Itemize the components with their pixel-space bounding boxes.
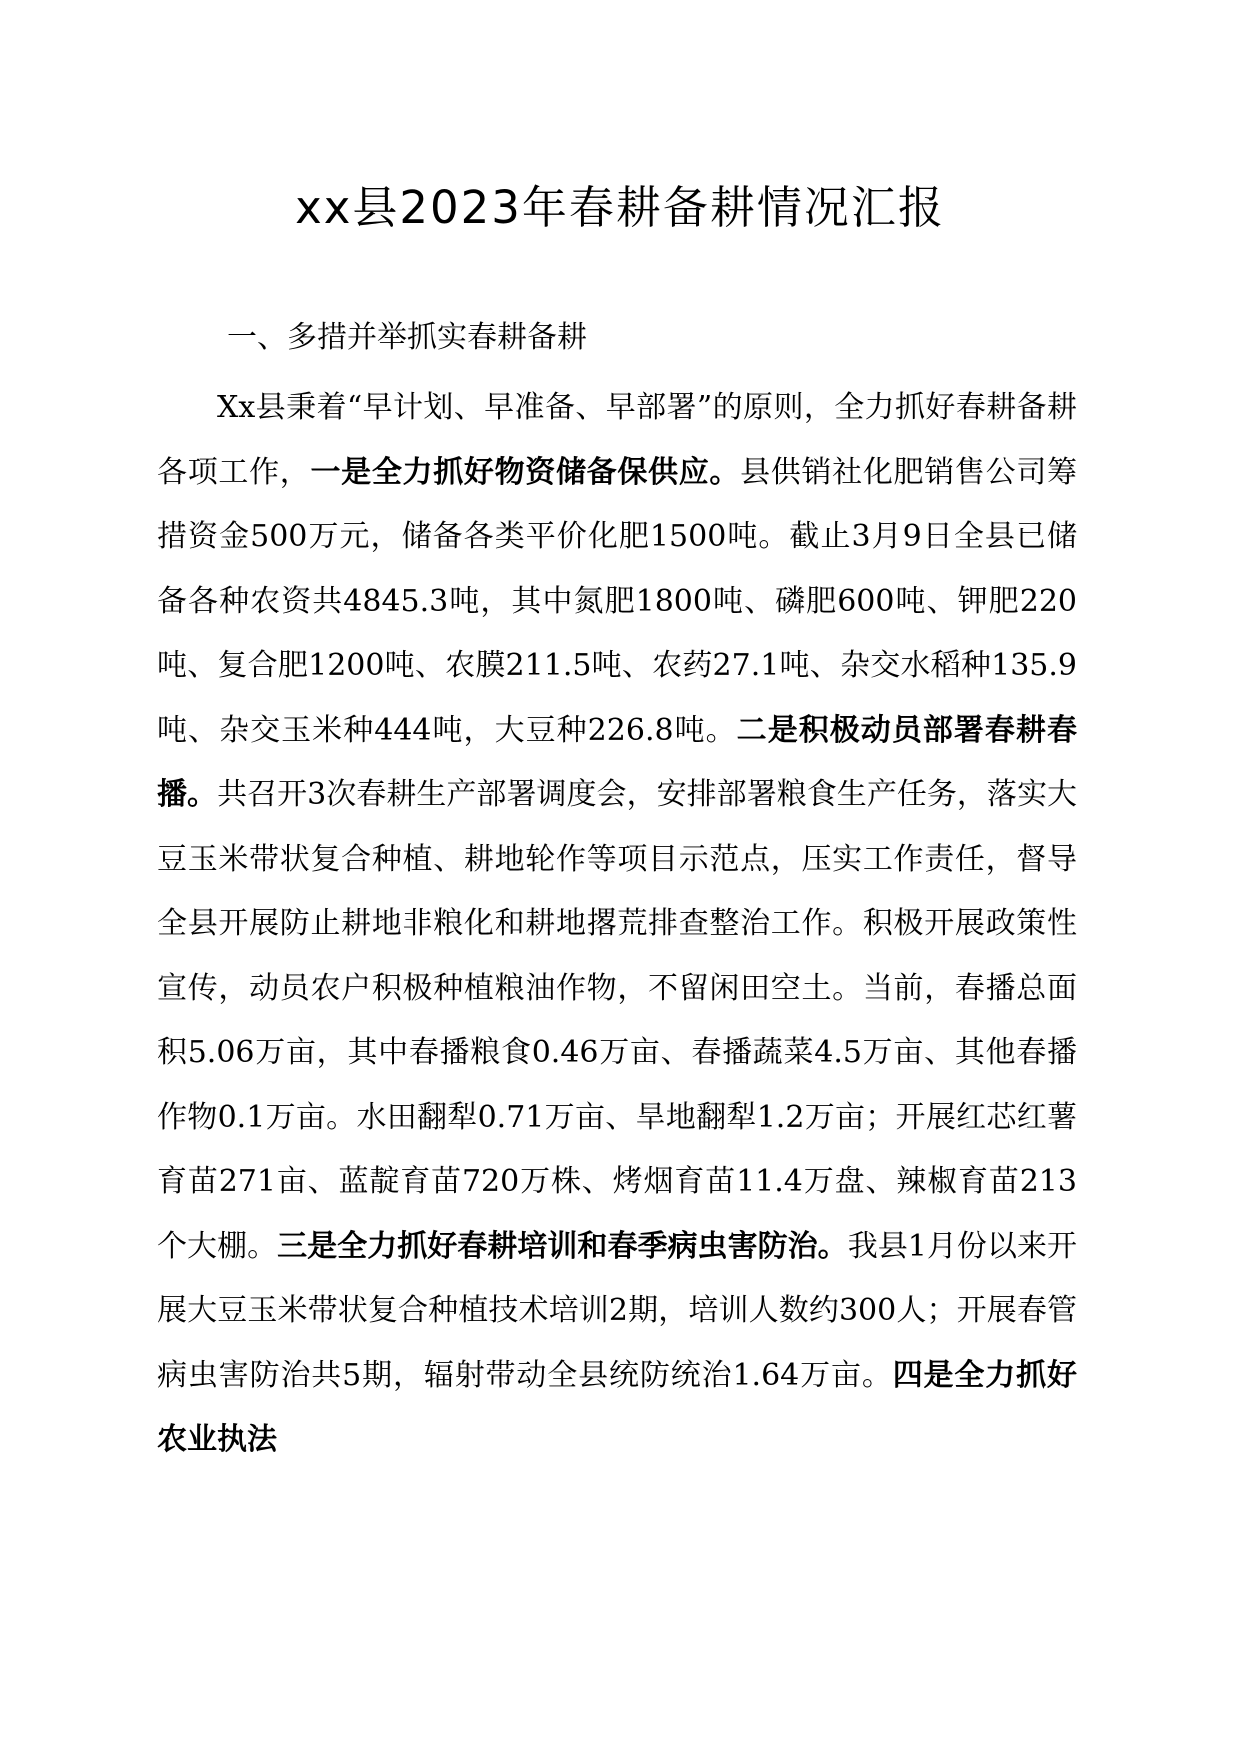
point-one-heading: 一是全力抓好物资储备保供应。 bbox=[310, 454, 741, 490]
point-two-heading: 二是积极动员部署春耕春播。 bbox=[157, 712, 1077, 812]
point-four-heading: 四是全力抓好农业执法 bbox=[157, 1357, 1077, 1457]
paragraph-intro: Xx县秉着“早计划、早准备、早部署”的原则，全力抓好春耕备耕各项工作， bbox=[157, 390, 1077, 490]
point-two-text: 共召开3次春耕生产部署调度会，安排部署粮食生产任务，落实大豆玉米带状复合种植、耕地轮作等项目示范点，压实工作责任，督导全县开展防止耕地非粮化和耕地撂荒排查整治工作。积极开展政策性宣传，动员农户积极种植粮油作物，不留闲田空土。当前，春播总面积5.06万亩，其中春播粮食0.46万亩、春播蔬菜4.5万亩、其他春播作物0.1万亩。水田翻犁0.71万亩、旱地翻犁1.2万亩；开展红芯红薯育苗271亩、蓝靛育苗720万株、烤烟育苗11.4万盘、辣椒育苗213个大棚。 bbox=[157, 777, 1077, 1264]
document-title: xx县2023年春耕备耕情况汇报 bbox=[295, 181, 945, 234]
point-three-heading: 三是全力抓好春耕培训和春季病虫害防治。 bbox=[277, 1228, 848, 1264]
point-three-text: 我县1月份以来开展大豆玉米带状复合种植技术培训2期，培训人数约300人；开展春管病虫害防治共5期，辐射带动全县统防统治1.64万亩。 bbox=[157, 1228, 1078, 1393]
section-heading: 一、多措并举抓实春耕备耕 bbox=[227, 320, 587, 355]
body-paragraph bbox=[157, 376, 1077, 1473]
point-one-text: 县供销社化肥销售公司筹措资金500万元，储备各类平价化肥1500吨。截止3月9日全县已储备各种农资共4845.3吨，其中氮肥1800吨、磷肥600吨、钾肥220吨、复合肥1200吨、农膜211.5吨、农药27.1吨、杂交水稻种135.9吨、杂交玉米种444吨，大豆种226.8吨。 bbox=[157, 454, 1078, 748]
